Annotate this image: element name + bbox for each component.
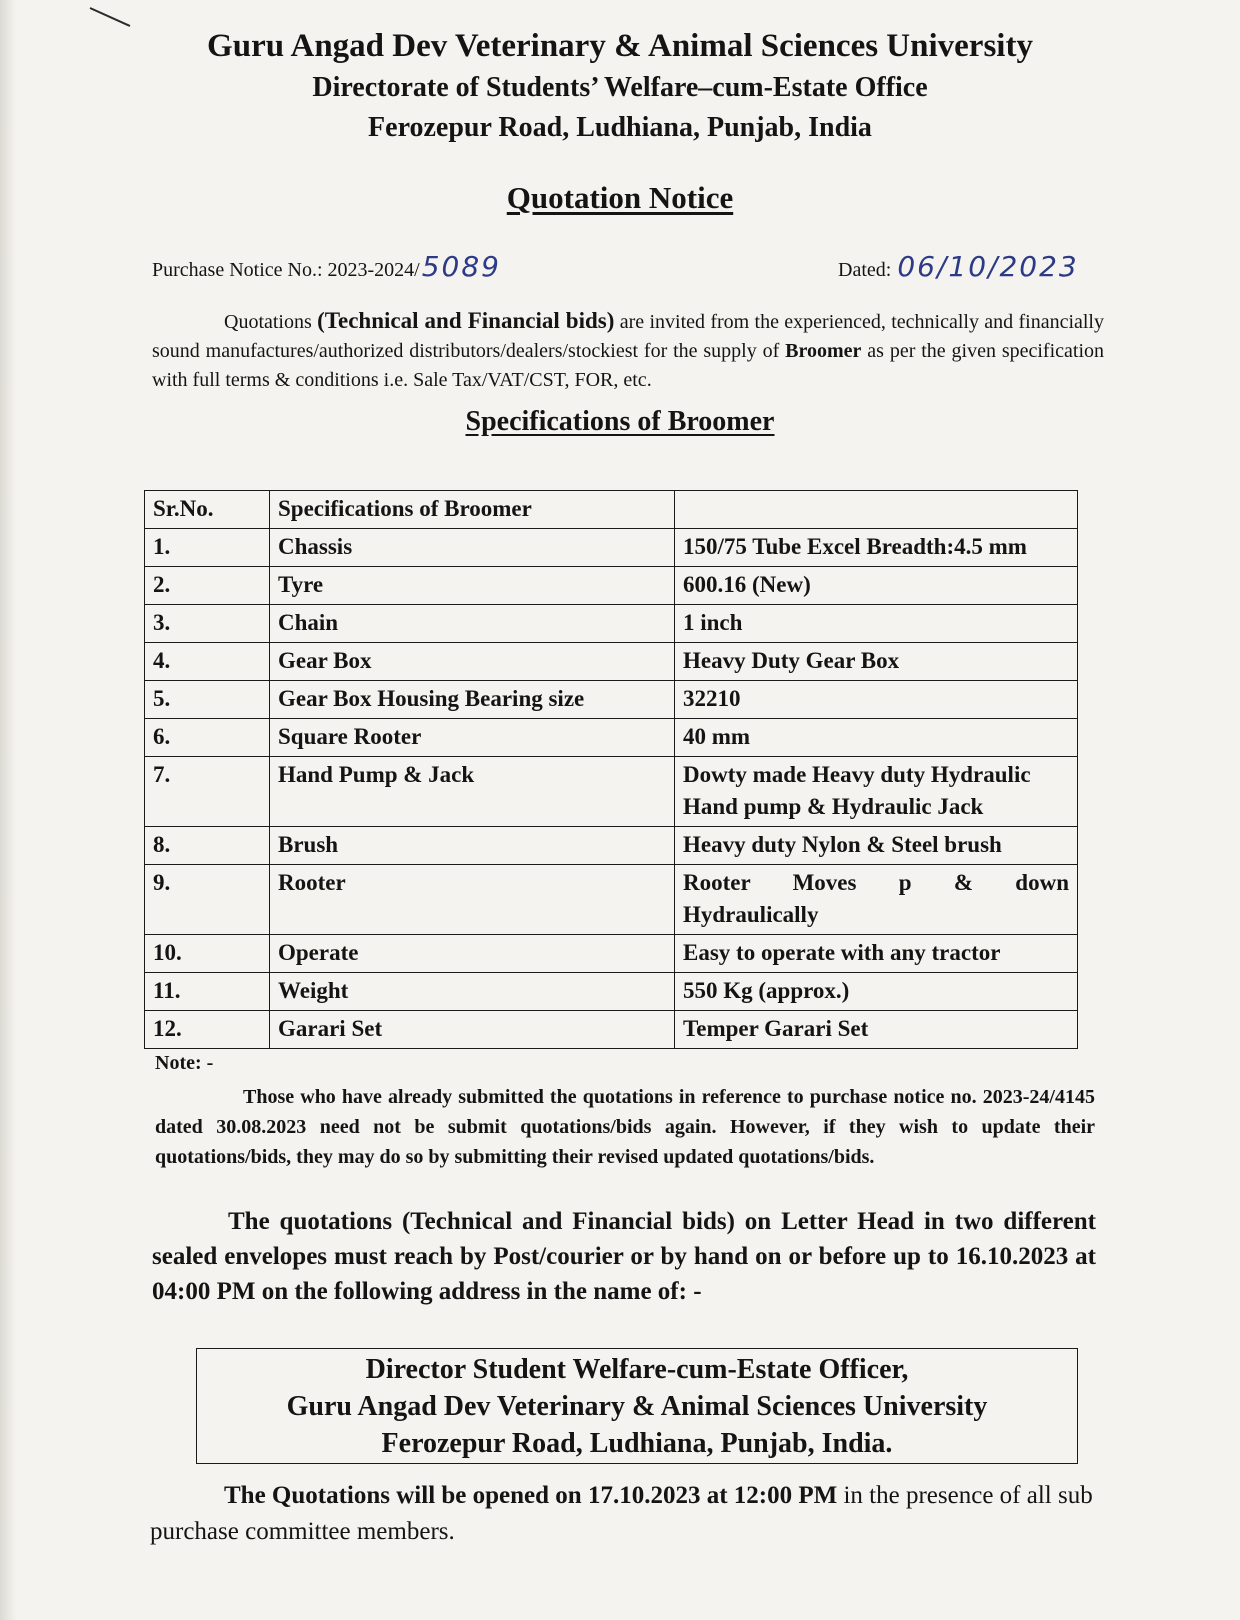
table-row (145, 757, 1078, 827)
serial-cell: 1. (145, 529, 270, 567)
serial-cell: 2. (145, 567, 270, 605)
date-label: Dated: (838, 259, 892, 281)
spec-cell: Dowty made Heavy duty Hydraulic Hand pump & Hydraulic Jack (675, 757, 1078, 827)
table-row (145, 973, 1078, 1011)
item-cell: Hand Pump & Jack (270, 757, 675, 827)
spec-cell: 1 inch (675, 605, 1078, 643)
serial-cell: 6. (145, 719, 270, 757)
item-cell: Square Rooter (270, 719, 675, 757)
notice-number-label: Purchase Notice No.: 2023-2024/ (152, 259, 420, 281)
address-box (196, 1348, 1078, 1464)
opening-paragraph: The Quotations will be opened on 17.10.2023 at 12:00 PM in the presence of all sub purchase committee members. (150, 1482, 1093, 1545)
university-name: Guru Angad Dev Veterinary & Animal Sciences University (207, 28, 1033, 64)
submission-paragraph: The quotations (Technical and Financial bids) on Letter Head in two different sealed envelopes must reach by Post/courier or by hand on or before up to 16.10.2023 at 04:00 PM on the following address in the name of: - (152, 1208, 1096, 1305)
serial-cell: 12. (145, 1011, 270, 1049)
header-cell: Specifications of Broomer (270, 491, 675, 529)
table-row (145, 865, 1078, 935)
item-cell: Weight (270, 973, 675, 1011)
item-cell: Chassis (270, 529, 675, 567)
address-line: Guru Angad Dev Veterinary & Animal Sciences University (286, 1391, 988, 1422)
table-row (145, 1011, 1078, 1049)
item-cell: Gear Box Housing Bearing size (270, 681, 675, 719)
office-address: Ferozepur Road, Ludhiana, Punjab, India (368, 112, 872, 143)
serial-cell: 7. (145, 757, 270, 827)
serial-cell: 3. (145, 605, 270, 643)
spec-cell: Easy to operate with any tractor (675, 935, 1078, 973)
table-row (145, 681, 1078, 719)
note-label: Note: - (155, 1052, 214, 1074)
specifications-heading: Specifications of Broomer (465, 406, 775, 437)
spec-cell: 150/75 Tube Excel Breadth:4.5 mm (675, 529, 1078, 567)
item-cell: Rooter (270, 865, 675, 935)
address-line: Ferozepur Road, Ludhiana, Punjab, India. (381, 1428, 893, 1459)
item-cell: Operate (270, 935, 675, 973)
header-cell (675, 491, 1078, 529)
serial-cell: 8. (145, 827, 270, 865)
spec-cell: Heavy Duty Gear Box (675, 643, 1078, 681)
item-cell: Tyre (270, 567, 675, 605)
notice-date (838, 250, 1079, 283)
spec-cell: 550 Kg (approx.) (675, 973, 1078, 1011)
intro-paragraph: Quotations (Technical and Financial bids) are invited from the experienced, technically and financially sound manufactures/authorized distributors/dealers/stockiest for the supply of Broomer as per the given specification with full terms & conditions i.e. Sale Tax/VAT/CST, FOR, etc. (152, 308, 1105, 391)
spec-cell: 600.16 (New) (675, 567, 1078, 605)
table-row (145, 643, 1078, 681)
table-header-row (145, 491, 1078, 529)
header-cell: Sr.No. (145, 491, 270, 529)
item-cell: Brush (270, 827, 675, 865)
pen-stroke-mark (88, 4, 132, 30)
serial-cell: 10. (145, 935, 270, 973)
spec-cell: Heavy duty Nylon & Steel brush (675, 827, 1078, 865)
table-row (145, 827, 1078, 865)
purchase-notice-number (152, 250, 501, 283)
spec-cell: Temper Garari Set (675, 1011, 1078, 1049)
table-row (145, 935, 1078, 973)
serial-cell: 9. (145, 865, 270, 935)
spec-cell: 32210 (675, 681, 1078, 719)
table-row (145, 719, 1078, 757)
table-row (145, 605, 1078, 643)
serial-cell: 5. (145, 681, 270, 719)
note-text: Those who have already submitted the quotations in reference to purchase notice no. 2023-24/4145 dated 30.08.2023 need not be submit quotations/bids again. However, if they wish to update their quotations/bids, they may do so by submitting their revised updated quotations/bids. (155, 1086, 1095, 1168)
page-edge-shadow (0, 0, 16, 1620)
specifications-table (144, 490, 1078, 1049)
serial-cell: 11. (145, 973, 270, 1011)
item-cell: Chain (270, 605, 675, 643)
address-line: Director Student Welfare-cum-Estate Officer, (365, 1354, 909, 1385)
serial-cell: 4. (145, 643, 270, 681)
item-cell: Garari Set (270, 1011, 675, 1049)
table-row (145, 529, 1078, 567)
office-name: Directorate of Students’ Welfare–cum-Estate Office (312, 72, 928, 103)
table-row (145, 567, 1078, 605)
handwritten-notice-number: 5089 (421, 250, 501, 283)
handwritten-date: 06/10/2023 (897, 250, 1079, 283)
item-cell: Gear Box (270, 643, 675, 681)
page-title: Quotation Notice (506, 180, 734, 215)
spec-cell: Rooter Moves p & down Hydraulically (675, 865, 1078, 935)
spec-cell: 40 mm (675, 719, 1078, 757)
